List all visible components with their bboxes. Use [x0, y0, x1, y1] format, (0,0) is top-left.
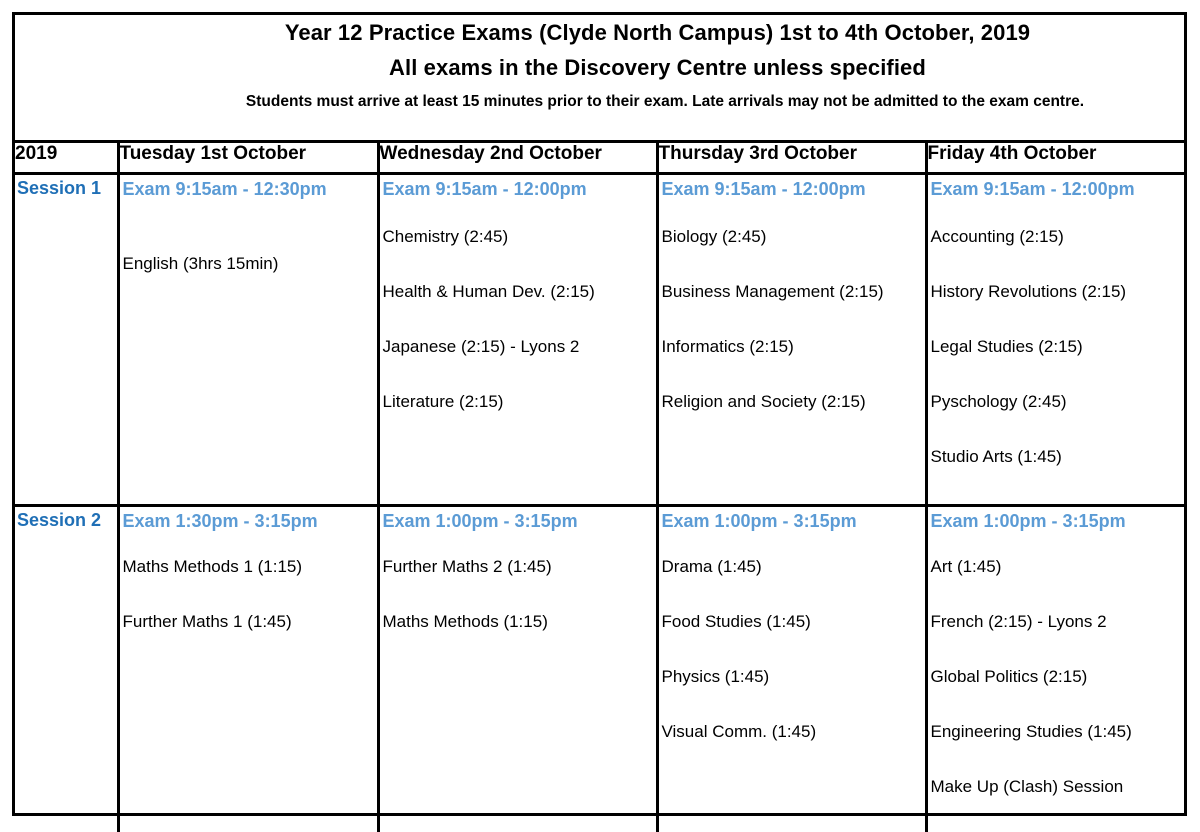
subject-item: Informatics (2:15) — [661, 336, 794, 356]
exam-cell — [926, 505, 1184, 832]
day-header: Wednesday 2nd October — [378, 143, 657, 173]
subject-item: Drama (1:45) — [661, 556, 762, 576]
exam-cell — [118, 173, 378, 505]
exam-cell — [118, 505, 378, 832]
exam-time: Exam 9:15am - 12:30pm — [122, 178, 327, 199]
page-title: Year 12 Practice Exams (Clyde North Campus) 1st to 4th October, 2019 — [284, 20, 1031, 45]
exam-cell — [926, 173, 1184, 505]
arrival-notice: Students must arrive at least 15 minutes prior to their exam. Late arrivals may not be admitted to the exam centre. — [245, 93, 1085, 110]
exam-time: Exam 9:15am - 12:00pm — [661, 178, 866, 199]
subject-list — [659, 227, 925, 447]
subject-list — [659, 557, 925, 777]
exam-cell — [378, 505, 657, 832]
subject-item: Religion and Society (2:15) — [661, 391, 866, 411]
day-header: Friday 4th October — [926, 143, 1184, 173]
subject-item: English (3hrs 15min) — [122, 253, 279, 273]
subject-list — [380, 227, 656, 447]
subject-item: Make Up (Clash) Session — [930, 776, 1124, 796]
subject-item: Food Studies (1:45) — [661, 611, 811, 631]
exam-time: Exam 1:30pm - 3:15pm — [122, 510, 318, 531]
subject-item: Further Maths 1 (1:45) — [122, 611, 292, 631]
day-header: Thursday 3rd October — [657, 143, 926, 173]
subject-item: Global Politics (2:15) — [930, 666, 1088, 686]
subject-item: Legal Studies (2:15) — [930, 336, 1083, 356]
subject-item: Japanese (2:15) - Lyons 2 — [382, 336, 580, 356]
subject-list — [928, 227, 1185, 502]
exam-cell — [378, 173, 657, 505]
subject-item: Engineering Studies (1:45) — [930, 721, 1132, 741]
subject-item: Accounting (2:15) — [930, 226, 1064, 246]
session-cell — [15, 173, 118, 505]
subject-item: Chemistry (2:45) — [382, 226, 509, 246]
exam-cell — [657, 505, 926, 832]
subject-list — [120, 557, 377, 667]
subject-list — [928, 557, 1185, 832]
subject-item: French (2:15) - Lyons 2 — [930, 611, 1107, 631]
subject-item: History Revolutions (2:15) — [930, 281, 1127, 301]
subject-item: Pyschology (2:45) — [930, 391, 1067, 411]
timetable-header — [15, 15, 1184, 143]
subject-item: Further Maths 2 (1:45) — [382, 556, 552, 576]
subject-item: Visual Comm. (1:45) — [661, 721, 817, 741]
exam-cell — [657, 173, 926, 505]
subject-item: Physics (1:45) — [661, 666, 770, 686]
exam-time: Exam 1:00pm - 3:15pm — [661, 510, 857, 531]
exam-timetable — [12, 12, 1187, 816]
subject-item: Maths Methods 1 (1:15) — [122, 556, 303, 576]
subject-item: Maths Methods (1:15) — [382, 611, 548, 631]
subject-item: Studio Arts (1:45) — [930, 446, 1062, 466]
day-header: Tuesday 1st October — [118, 143, 378, 173]
subject-item: Business Management (2:15) — [661, 281, 884, 301]
exam-time: Exam 9:15am - 12:00pm — [382, 178, 587, 199]
subject-item: Biology (2:45) — [661, 226, 767, 246]
table-header-row — [15, 143, 1184, 173]
subject-item: Art (1:45) — [930, 556, 1002, 576]
session-label: Session 1 — [17, 177, 102, 198]
subject-list — [380, 557, 656, 667]
schedule-table — [15, 143, 1184, 832]
page-subtitle: All exams in the Discovery Centre unless specified — [389, 55, 926, 80]
exam-time: Exam 1:00pm - 3:15pm — [930, 510, 1126, 531]
subject-item: Literature (2:15) — [382, 391, 504, 411]
session-row — [15, 173, 1184, 505]
exam-time: Exam 9:15am - 12:00pm — [930, 178, 1135, 199]
session-cell — [15, 505, 118, 832]
exam-time: Exam 1:00pm - 3:15pm — [382, 510, 578, 531]
year-header: 2019 — [15, 143, 118, 173]
subject-list — [120, 254, 377, 309]
session-row — [15, 505, 1184, 832]
session-label: Session 2 — [17, 509, 102, 530]
subject-item: Health & Human Dev. (2:15) — [382, 281, 595, 301]
